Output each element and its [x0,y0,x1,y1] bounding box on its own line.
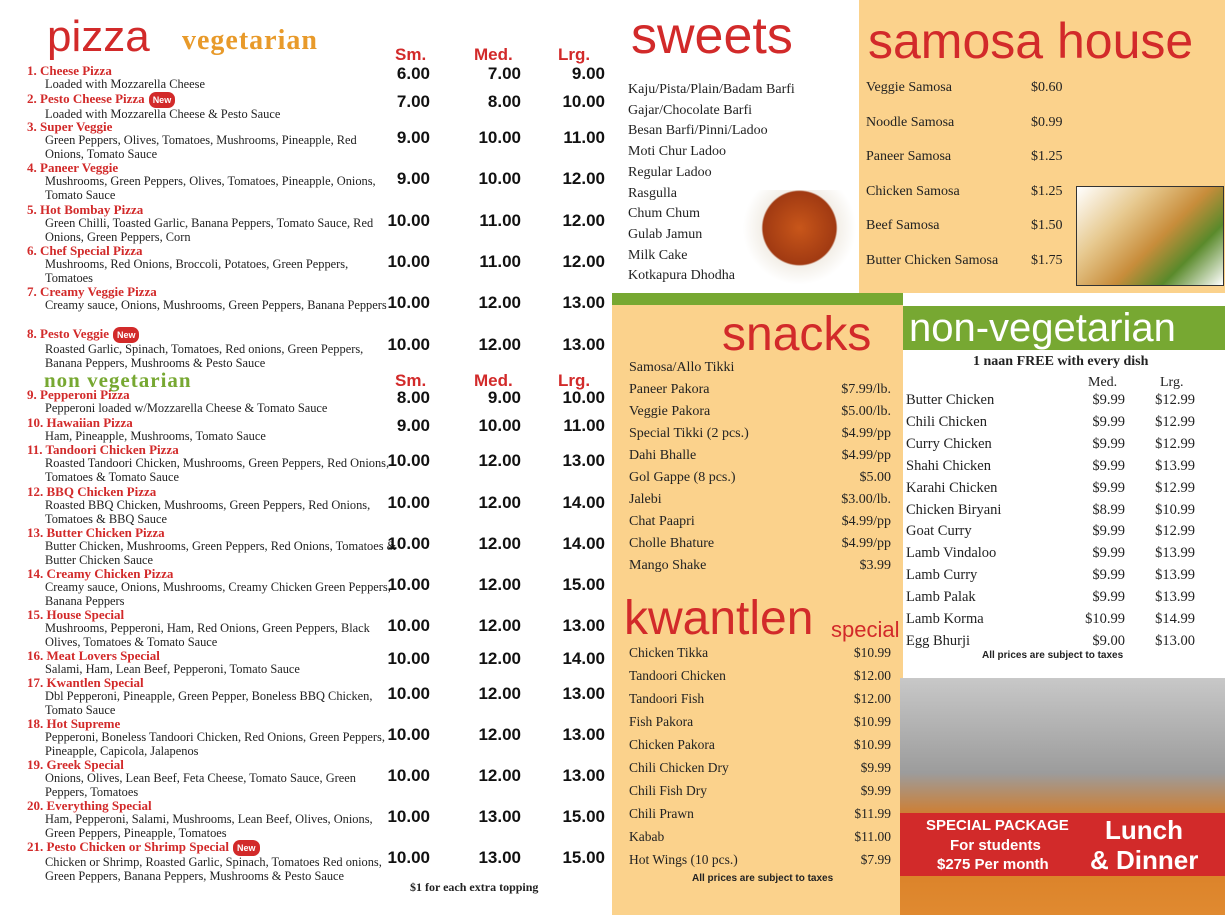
samosa-item-price: $1.50 [1031,218,1063,233]
new-badge: New [149,92,176,108]
snack-item-price: $5.00/lb. [841,404,891,419]
samosa-item-name: Beef Samosa [866,218,940,233]
pizza-item-desc: Ham, Pineapple, Mushrooms, Tomato Sauce [45,429,266,443]
price-lrg: 13.00 [562,616,605,635]
pizza-name-text: 19. Greek Special [27,757,124,772]
pizza-item-name [27,526,617,540]
pizza-item-desc: Loaded with Mozzarella Cheese [45,77,205,91]
price-med: 13.00 [478,807,521,826]
dish-price-med: $9.99 [1092,523,1125,540]
pizza-item-desc: Onions, Olives, Lean Beef, Feta Cheese, Tomato Sauce, Green Peppers, Tomatoes [45,771,356,799]
dish-price-lrg: $13.00 [1155,632,1195,649]
pizza-item-desc: Roasted BBQ Chicken, Mushrooms, Green Peppers, Red Onions, Tomatoes & BBQ Sauce [45,498,371,526]
price-sm: 9.00 [396,169,430,188]
kwantlen-item-price: $10.99 [853,737,891,752]
kwantlen-title: kwantlen [624,592,814,645]
pizza-item [27,120,617,161]
price-lrg: 15.00 [562,848,605,867]
price-sm: 7.00 [396,92,430,111]
pizza-item [27,203,617,244]
pizza-item-desc: Green Peppers, Olives, Tomatoes, Mushrooms, Pineapple, Red Onions, Tomato Sauce [45,133,357,161]
pizza-item-name [27,567,617,581]
pizza-item-name [27,161,617,175]
pizza-name-text: 13. Butter Chicken Pizza [27,525,165,540]
dish-price-lrg: $12.99 [1155,392,1195,408]
price-lrg: 13.00 [562,725,605,744]
samosa-item-name: Chicken Samosa [866,183,960,199]
snacks-section [612,293,903,915]
pizza-name-text: 7. Creamy Veggie Pizza [27,284,157,299]
price-lrg: 12.00 [562,169,605,188]
pizza-item-name [27,388,617,402]
nonveg-pizza-title: non vegetarian [44,368,192,392]
dish-name: Butter Chicken [906,392,995,408]
price-med: 12.00 [478,649,521,668]
pizza-name-text: 14. Creamy Chicken Pizza [27,566,174,581]
price-lrg: 15.00 [562,575,605,594]
snacks-title: snacks [722,308,872,361]
dish-price-med: $8.99 [1092,501,1125,518]
size-head-lrg: Lrg. [558,45,591,64]
promo-line1: SPECIAL PACKAGE [926,817,1069,834]
nonveg-title: non-vegetarian [903,306,1225,350]
price-lrg: 13.00 [562,451,605,470]
price-lrg: 14.00 [562,649,605,668]
pizza-item-desc: Mushrooms, Red Onions, Broccoli, Potatoes, Green Peppers, Tomatoes [45,257,349,285]
pizza-item-desc: Creamy sauce, Onions, Mushrooms, Green Peppers, Banana Peppers [45,298,387,312]
price-sm: 10.00 [387,807,430,826]
new-badge: New [233,840,260,856]
snack-item-price: $3.99 [859,558,891,573]
pizza-item-name [27,799,617,813]
sweet-item: Kaju/Pista/Plain/Badam Barfi [628,82,795,97]
snack-item-name: Samosa/Allo Tikki [629,360,735,375]
pizza-item-desc: Loaded with Mozzarella Cheese & Pesto Sauce [45,107,281,122]
pizza-item [27,717,617,758]
pizza-item-name [27,840,617,856]
samosa-title: samosa house [868,13,1194,69]
sweet-item: Milk Cake [628,247,688,263]
pizza-item [27,649,617,677]
size-head-med-2: Med. [474,371,513,390]
snack-item-name: Cholle Bhature [629,536,715,551]
pizza-item-desc: Salami, Ham, Lean Beef, Pepperoni, Tomato Sauce [45,662,300,676]
kwantlen-item-name: Chicken Pakora [629,737,715,752]
pizza-item-desc: Creamy sauce, Onions, Mushrooms, Creamy Chicken Green Peppers, Banana Peppers [45,580,391,608]
samosa-item-name: Paneer Samosa [866,149,952,164]
pizza-name-text: 6. Chef Special Pizza [27,243,143,258]
kwantlen-item-price: $9.99 [860,783,891,798]
pizza-item-name [27,327,617,343]
price-med: 12.00 [478,616,521,635]
samosa-section [859,0,1225,293]
dish-name: Lamb Korma [906,611,984,627]
snack-item-price: $5.00 [859,470,891,485]
snack-item-name: Dahi Bhalle [629,448,697,463]
price-med: 12.00 [478,725,521,744]
price-sm: 6.00 [396,64,430,83]
dish-price-lrg: $14.99 [1155,611,1195,627]
sweet-item: Gulab Jamun [628,226,703,242]
pizza-name-text: 3. Super Veggie [27,119,113,134]
pizza-item-name [27,120,617,134]
price-sm: 9.00 [396,128,430,147]
price-lrg: 10.00 [562,92,605,111]
pizza-item-name [27,608,617,622]
dish-price-lrg: $12.99 [1155,523,1195,540]
dish-price-lrg: $13.99 [1155,457,1195,474]
price-med: 10.00 [478,169,521,188]
kwantlen-subtitle: special [831,617,900,642]
dish-price-lrg: $12.99 [1155,435,1195,452]
promo-dinner: & Dinner [1090,845,1199,875]
pizza-name-text: 8. Pesto Veggie [27,326,109,341]
price-med: 12.00 [478,534,521,553]
pizza-item [27,526,617,567]
dish-price-lrg: $10.99 [1155,501,1195,518]
kwantlen-item-price: $12.00 [853,668,891,683]
samosa-item-name: Noodle Samosa [866,114,955,130]
pizza-item-name [27,203,617,217]
snack-item-name: Veggie Pakora [629,404,711,419]
kwantlen-item-name: Kabab [629,829,665,844]
dish-price-med: $9.99 [1092,479,1125,496]
samosa-item-price: $0.99 [1031,114,1063,130]
kwantlen-item-price: $11.00 [854,829,891,844]
price-sm: 10.00 [387,725,430,744]
dish-price-med: $9.99 [1092,589,1125,606]
samosa-item-price: $1.25 [1031,149,1063,164]
pizza-item-desc: Roasted Tandoori Chicken, Mushrooms, Green Peppers, Red Onions, Tomatoes & Tomato Sauce [45,456,390,484]
price-sm: 10.00 [387,766,430,785]
new-badge: New [113,327,140,343]
price-sm: 9.00 [396,416,430,435]
sweet-item: Moti Chur Ladoo [628,144,726,160]
samosa-item-price: $0.60 [1031,80,1063,95]
pizza-item-name [27,758,617,772]
dish-price-med: $9.99 [1092,392,1125,408]
price-lrg: 9.00 [571,64,605,83]
price-lrg: 11.00 [563,416,605,435]
dish-name: Chili Chicken [906,413,987,430]
kwantlen-item-name: Chili Fish Dry [629,783,708,798]
naan-note: 1 naan FREE with every dish [973,354,1149,369]
price-sm: 10.00 [387,684,430,703]
pizza-item [27,285,617,313]
dish-price-med: $9.99 [1092,435,1125,452]
pizza-item [27,608,617,649]
snack-item-price: $4.99/pp [841,536,891,551]
kwantlen-item-price: $7.99 [860,852,891,867]
price-med: 9.00 [487,388,521,407]
pizza-name-text: 1. Cheese Pizza [27,63,112,78]
price-med: 11.00 [479,252,521,271]
pizza-item-name [27,676,617,690]
price-med: 12.00 [478,335,521,354]
pizza-name-text: 4. Paneer Veggie [27,160,119,175]
curry-photo [900,678,1225,915]
price-sm: 10.00 [387,649,430,668]
pizza-item [27,443,617,484]
samosa-item-price: $1.25 [1031,183,1063,199]
kwantlen-item-price: $10.99 [853,714,891,729]
kwantlen-item-name: Chili Prawn [629,806,694,821]
pizza-name-text: 20. Everything Special [27,798,152,813]
price-med: 12.00 [478,293,521,312]
nonveg-tax-note: All prices are subject to taxes [982,650,1124,661]
price-med: 7.00 [487,64,521,83]
price-lrg: 12.00 [562,252,605,271]
snack-item-price: $7.99/lb. [841,382,891,397]
price-sm: 8.00 [396,388,430,407]
pizza-item [27,388,617,416]
snack-item-name: Mango Shake [629,558,707,573]
pizza-name-text: 11. Tandoori Chicken Pizza [27,442,179,457]
kwantlen-item-name: Chili Chicken Dry [629,760,729,775]
dish-price-lrg: $12.99 [1155,413,1195,430]
pizza-item [27,161,617,202]
pizza-name-text: 2. Pesto Cheese Pizza [27,91,145,106]
promo-line2: For students [950,837,1041,854]
price-sm: 10.00 [387,575,430,594]
snack-item-price: $4.99/pp [841,426,891,441]
pizza-item [27,676,617,717]
dish-name: Lamb Curry [906,567,978,584]
pizza-item-desc: Dbl Pepperoni, Pineapple, Green Pepper, Boneless BBQ Chicken, Tomato Sauce [45,689,373,717]
kwantlen-item-price: $10.99 [853,645,891,660]
price-sm: 10.00 [387,335,430,354]
dish-name: Lamb Palak [906,589,976,606]
kwantlen-item-price: $11.99 [854,806,891,821]
kwantlen-item-name: Tandoori Chicken [629,668,726,683]
pizza-item-name [27,717,617,731]
sweet-item: Gajar/Chocolate Barfi [628,102,753,118]
kwantlen-item-name: Hot Wings (10 pcs.) [629,852,738,867]
pizza-name-text: 12. BBQ Chicken Pizza [27,484,157,499]
promo-banner [900,813,1225,876]
pizza-item-desc: Butter Chicken, Mushrooms, Green Peppers, Red Onions, Tomatoes & Butter Chicken Sauce [45,539,397,567]
pizza-item-desc: Mushrooms, Pepperoni, Ham, Red Onions, Green Peppers, Black Olives, Tomatoes & Tomato Sauce [45,621,370,649]
pizza-item [27,567,617,608]
pizza-name-text: 15. House Special [27,607,125,622]
sweet-item: Regular Ladoo [628,164,712,180]
price-lrg: 13.00 [562,293,605,312]
size-head-lrg-2: Lrg. [558,371,591,390]
dish-price-lrg: $13.99 [1155,567,1195,584]
pizza-title: pizza [47,12,150,61]
kwantlen-item-price: $12.00 [853,691,891,706]
pizza-item-desc: Pepperoni, Boneless Tandoori Chicken, Red Onions, Green Peppers, Pineapple, Capicola, Jalapenos [45,730,385,758]
dish-price-lrg: $13.99 [1155,545,1195,562]
price-lrg: 13.00 [562,684,605,703]
dish-name: Shahi Chicken [906,457,991,474]
snack-item-price: $4.99/pp [841,448,891,463]
price-lrg: 11.00 [563,128,605,147]
price-lrg: 14.00 [562,493,605,512]
pizza-name-text: 5. Hot Bombay Pizza [27,202,144,217]
snack-item-price: $3.00/lb. [841,492,891,507]
samosa-image [1076,186,1224,286]
price-sm: 10.00 [387,211,430,230]
price-med: 11.00 [479,211,521,230]
price-med: 12.00 [478,684,521,703]
price-lrg: 13.00 [562,766,605,785]
price-med: 12.00 [478,575,521,594]
dish-price-med: $10.99 [1085,611,1125,627]
snack-item-name: Chat Paapri [629,514,695,529]
size-head-med: Med. [474,45,513,64]
price-sm: 10.00 [387,848,430,867]
pizza-item [27,92,617,122]
pizza-item-desc: Roasted Garlic, Spinach, Tomatoes, Red onions, Green Peppers, Banana Peppers, Mushrooms & Pesto Sauce [45,342,364,370]
pizza-item-desc: Pepperoni loaded w/Mozzarella Cheese & Tomato Sauce [45,401,328,415]
pizza-section [0,0,612,915]
dish-price-med: $9.99 [1092,413,1125,430]
pizza-name-text: 17. Kwantlen Special [27,675,144,690]
price-sm: 10.00 [387,493,430,512]
pizza-item-name [27,485,617,499]
topping-note: $1 for each extra topping [410,880,539,894]
dish-price-med: $9.99 [1092,567,1125,584]
pizza-item-name [27,92,617,108]
dish-name: Chicken Biryani [906,501,1002,518]
pizza-subtitle: vegetarian [182,25,318,56]
dish-price-med: $9.99 [1092,545,1125,562]
kwantlen-item-name: Tandoori Fish [629,691,705,706]
price-lrg: 14.00 [562,534,605,553]
pizza-name-text: 21. Pesto Chicken or Shrimp Special [27,839,229,854]
dish-name: Lamb Vindaloo [906,545,997,562]
dish-name: Egg Bhurji [906,632,971,649]
price-lrg: 10.00 [562,388,605,407]
price-sm: 10.00 [387,451,430,470]
kwantlen-item-price: $9.99 [860,760,891,775]
pizza-item-name [27,285,617,299]
snack-item-name: Gol Gappe (8 pcs.) [629,470,736,485]
price-lrg: 13.00 [562,335,605,354]
snack-item-price: $4.99/pp [841,514,891,529]
pizza-item [27,327,617,370]
dish-price-med: $9.99 [1092,457,1125,474]
pizza-item-name [27,649,617,663]
dish-name: Karahi Chicken [906,479,998,496]
pizza-name-text: 18. Hot Supreme [27,716,121,731]
dish-name: Goat Curry [906,523,972,540]
sweet-item: Besan Barfi/Pinni/Ladoo [628,123,768,139]
price-med: 12.00 [478,493,521,512]
dish-name: Curry Chicken [906,435,992,452]
size-head-sm: Sm. [395,45,427,64]
sweets-title: sweets [631,7,793,65]
pizza-name-text: 16. Meat Lovers Special [27,648,160,663]
pizza-name-text: 9. Pepperoni Pizza [27,387,130,402]
sweet-item: Kotkapura Dhodha [628,268,735,284]
pizza-item-name [27,64,617,78]
sweet-item: Rasgulla [628,185,677,201]
promo-lunch: Lunch [1105,815,1183,845]
dish-price-med: $9.00 [1092,632,1125,649]
sweets-section [612,0,859,293]
price-sm: 10.00 [387,534,430,553]
pizza-item [27,758,617,799]
samosa-item-name: Veggie Samosa [866,80,952,95]
sweet-item: Chum Chum [628,206,700,222]
pizza-name-text: 10. Hawaiian Pizza [27,415,133,430]
pizza-item [27,840,617,883]
snack-item-name: Paneer Pakora [629,382,710,397]
price-med: 8.00 [487,92,521,111]
pizza-item-desc: Chicken or Shrimp, Roasted Garlic, Spinach, Tomatoes Red onions, Green Peppers, Banana Peppers, Mushrooms & Pesto Sauce [45,855,382,883]
price-med: 12.00 [478,451,521,470]
snack-item-name: Special Tikki (2 pcs.) [629,426,749,441]
kwantlen-tax-note: All prices are subject to taxes [692,873,834,884]
price-sm: 10.00 [387,252,430,271]
price-med: 13.00 [478,848,521,867]
pizza-item-desc: Green Chilli, Toasted Garlic, Banana Peppers, Tomato Sauce, Red Onions, Green Peppers, Corn [45,216,374,244]
pizza-item [27,485,617,526]
pizza-item-name [27,416,617,430]
samosa-item-price: $1.75 [1031,252,1063,268]
pizza-item-desc: Mushrooms, Green Peppers, Olives, Tomatoes, Pineapple, Onions, Tomato Sauce [45,174,376,202]
price-sm: 10.00 [387,293,430,312]
price-lrg: 15.00 [562,807,605,826]
price-med: 10.00 [478,128,521,147]
size-head-sm-2: Sm. [395,371,427,390]
samosa-item-name: Butter Chicken Samosa [866,252,999,268]
nonveg-head-med: Med. [1088,375,1118,390]
pizza-item-name [27,244,617,258]
pizza-item [27,799,617,840]
promo-line3: $275 Per month [937,856,1049,873]
nonveg-head-lrg: Lrg. [1160,375,1184,390]
price-med: 10.00 [478,416,521,435]
price-sm: 10.00 [387,616,430,635]
pizza-item-desc: Ham, Pepperoni, Salami, Mushrooms, Lean Beef, Olives, Onions, Green Peppers, Pineapple, Tomatoes [45,812,373,840]
dish-price-lrg: $12.99 [1155,479,1195,496]
kwantlen-item-name: Chicken Tikka [629,645,709,660]
price-lrg: 12.00 [562,211,605,230]
pizza-item-name [27,443,617,457]
snack-item-name: Jalebi [629,492,662,507]
kwantlen-item-name: Fish Pakora [629,714,694,729]
pizza-item [27,244,617,285]
pizza-item [27,416,617,444]
dish-price-lrg: $13.99 [1155,589,1195,606]
pizza-item [27,64,617,92]
price-med: 12.00 [478,766,521,785]
